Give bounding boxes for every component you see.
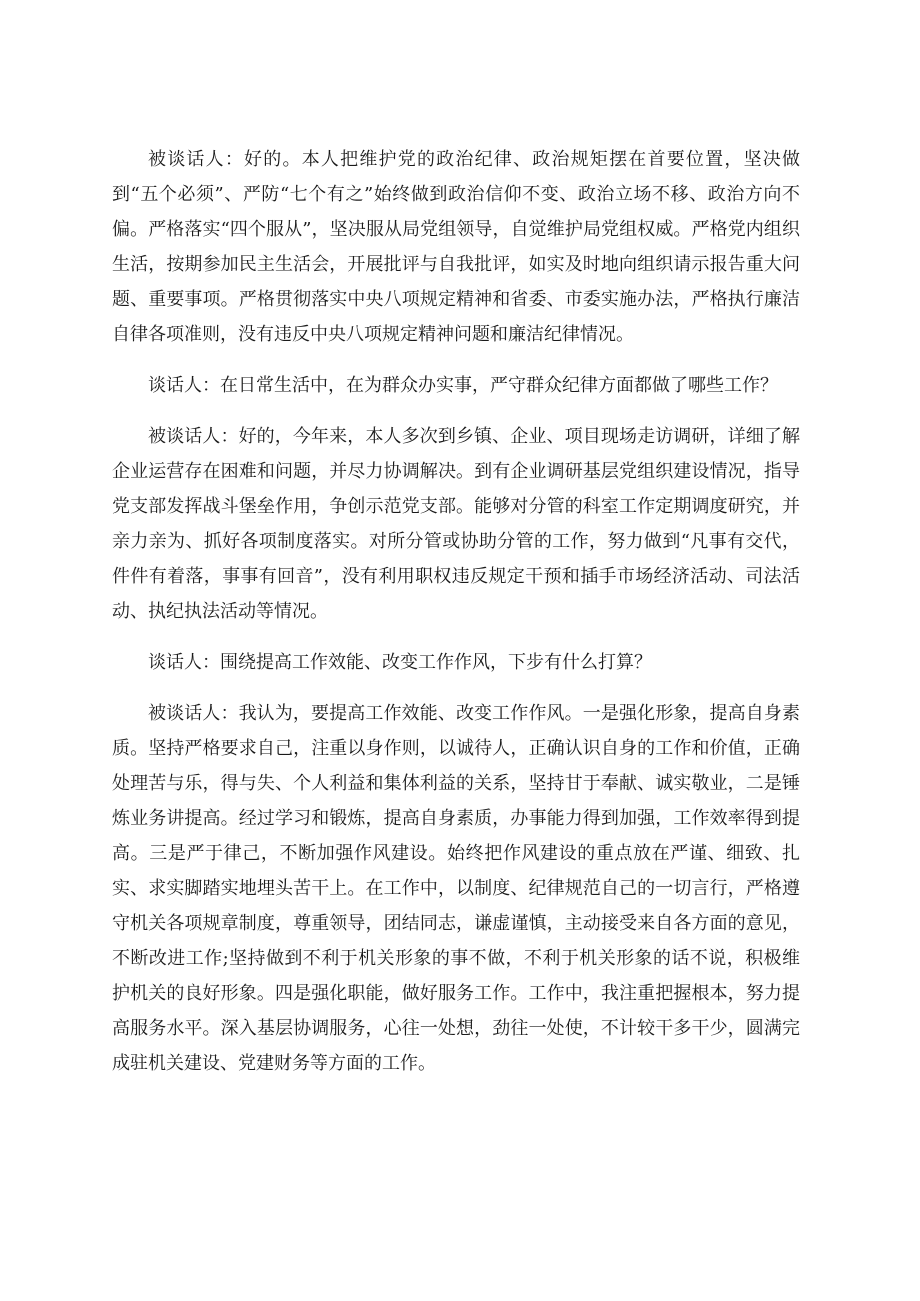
paragraph-interviewer-work-style-question: 谈话人：围绕提高工作效能、改变工作作风，下步有什么打算？ — [148, 652, 652, 673]
paragraph-interviewee-mass-discipline-answer: 被谈话人：好的，今年来，本人多次到乡镇、企业、项目现场走访调研，详细了解企业运营存在困难和问题，并尽力协调解决。到有企业调研基层党组织建设情况，指导党支部发挥战斗堡垒作用，争创示范党支部。能够对分管的科室工作定期调度研究，并亲力亲为、抓好各项制度落实。对所分管或协助分管的工作，努力做到“凡事有交代，件件有着落，事事有回音”，没有利用职权违反规定干预和插手市场经济活动、司法活动、执纪执法活动等情况。 — [112, 426, 800, 622]
paragraph-interviewee-political-discipline: 被谈话人：好的。本人把维护党的政治纪律、政治规矩摆在首要位置，坚决做到“五个必须”、严防“七个有之”始终做到政治信仰不变、政治立场不移、政治方向不偏。严格落实“四个服从”，坚决服从局党组领导，自觉维护局党组权威。严格党内组织生活，按期参加民主生活会，开展批评与自我批评，如实及时地向组织请示报告重大问题、重要事项。严格贯彻落实中央八项规定精神和省委、市委实施办法，严格执行廉洁自律各项准则，没有违反中央八项规定精神问题和廉洁纪律情况。 — [112, 149, 800, 345]
document-body — [112, 142, 800, 1097]
paragraph-interviewee-work-style-answer: 被谈话人：我认为，要提高工作效能、改变工作作风。一是强化形象，提高自身素质。坚持严格要求自己，注重以身作则，以诚待人，正确认识自身的工作和价值，正确处理苦与乐，得与失、个人利益和集体利益的关系，坚持甘于奉献、诚实敬业，二是锤炼业务讲提高。经过学习和锻炼，提高自身素质，办事能力得到加强，工作效率得到提高。三是严于律己，不断加强作风建设。始终把作风建设的重点放在严谨、细致、扎实、求实脚踏实地埋头苦干上。在工作中，以制度、纪律规范自己的一切言行，严格遵守机关各项规章制度，尊重领导，团结同志，谦虚谨慎，主动接受来自各方面的意见，不断改进工作;坚持做到不利于机关形象的事不做，不利于机关形象的话不说，积极维护机关的良好形象。四是强化职能，做好服务工作。工作中，我注重把握根本，努力提高服务水平。深入基层协调服务，心往一处想，劲往一处使，不计较干多干少，圆满完成驻机关建设、党建财务等方面的工作。 — [112, 703, 800, 1074]
paragraph-interviewer-mass-discipline-question: 谈话人：在日常生活中，在为群众办实事，严守群众纪律方面都做了哪些工作？ — [148, 375, 778, 396]
